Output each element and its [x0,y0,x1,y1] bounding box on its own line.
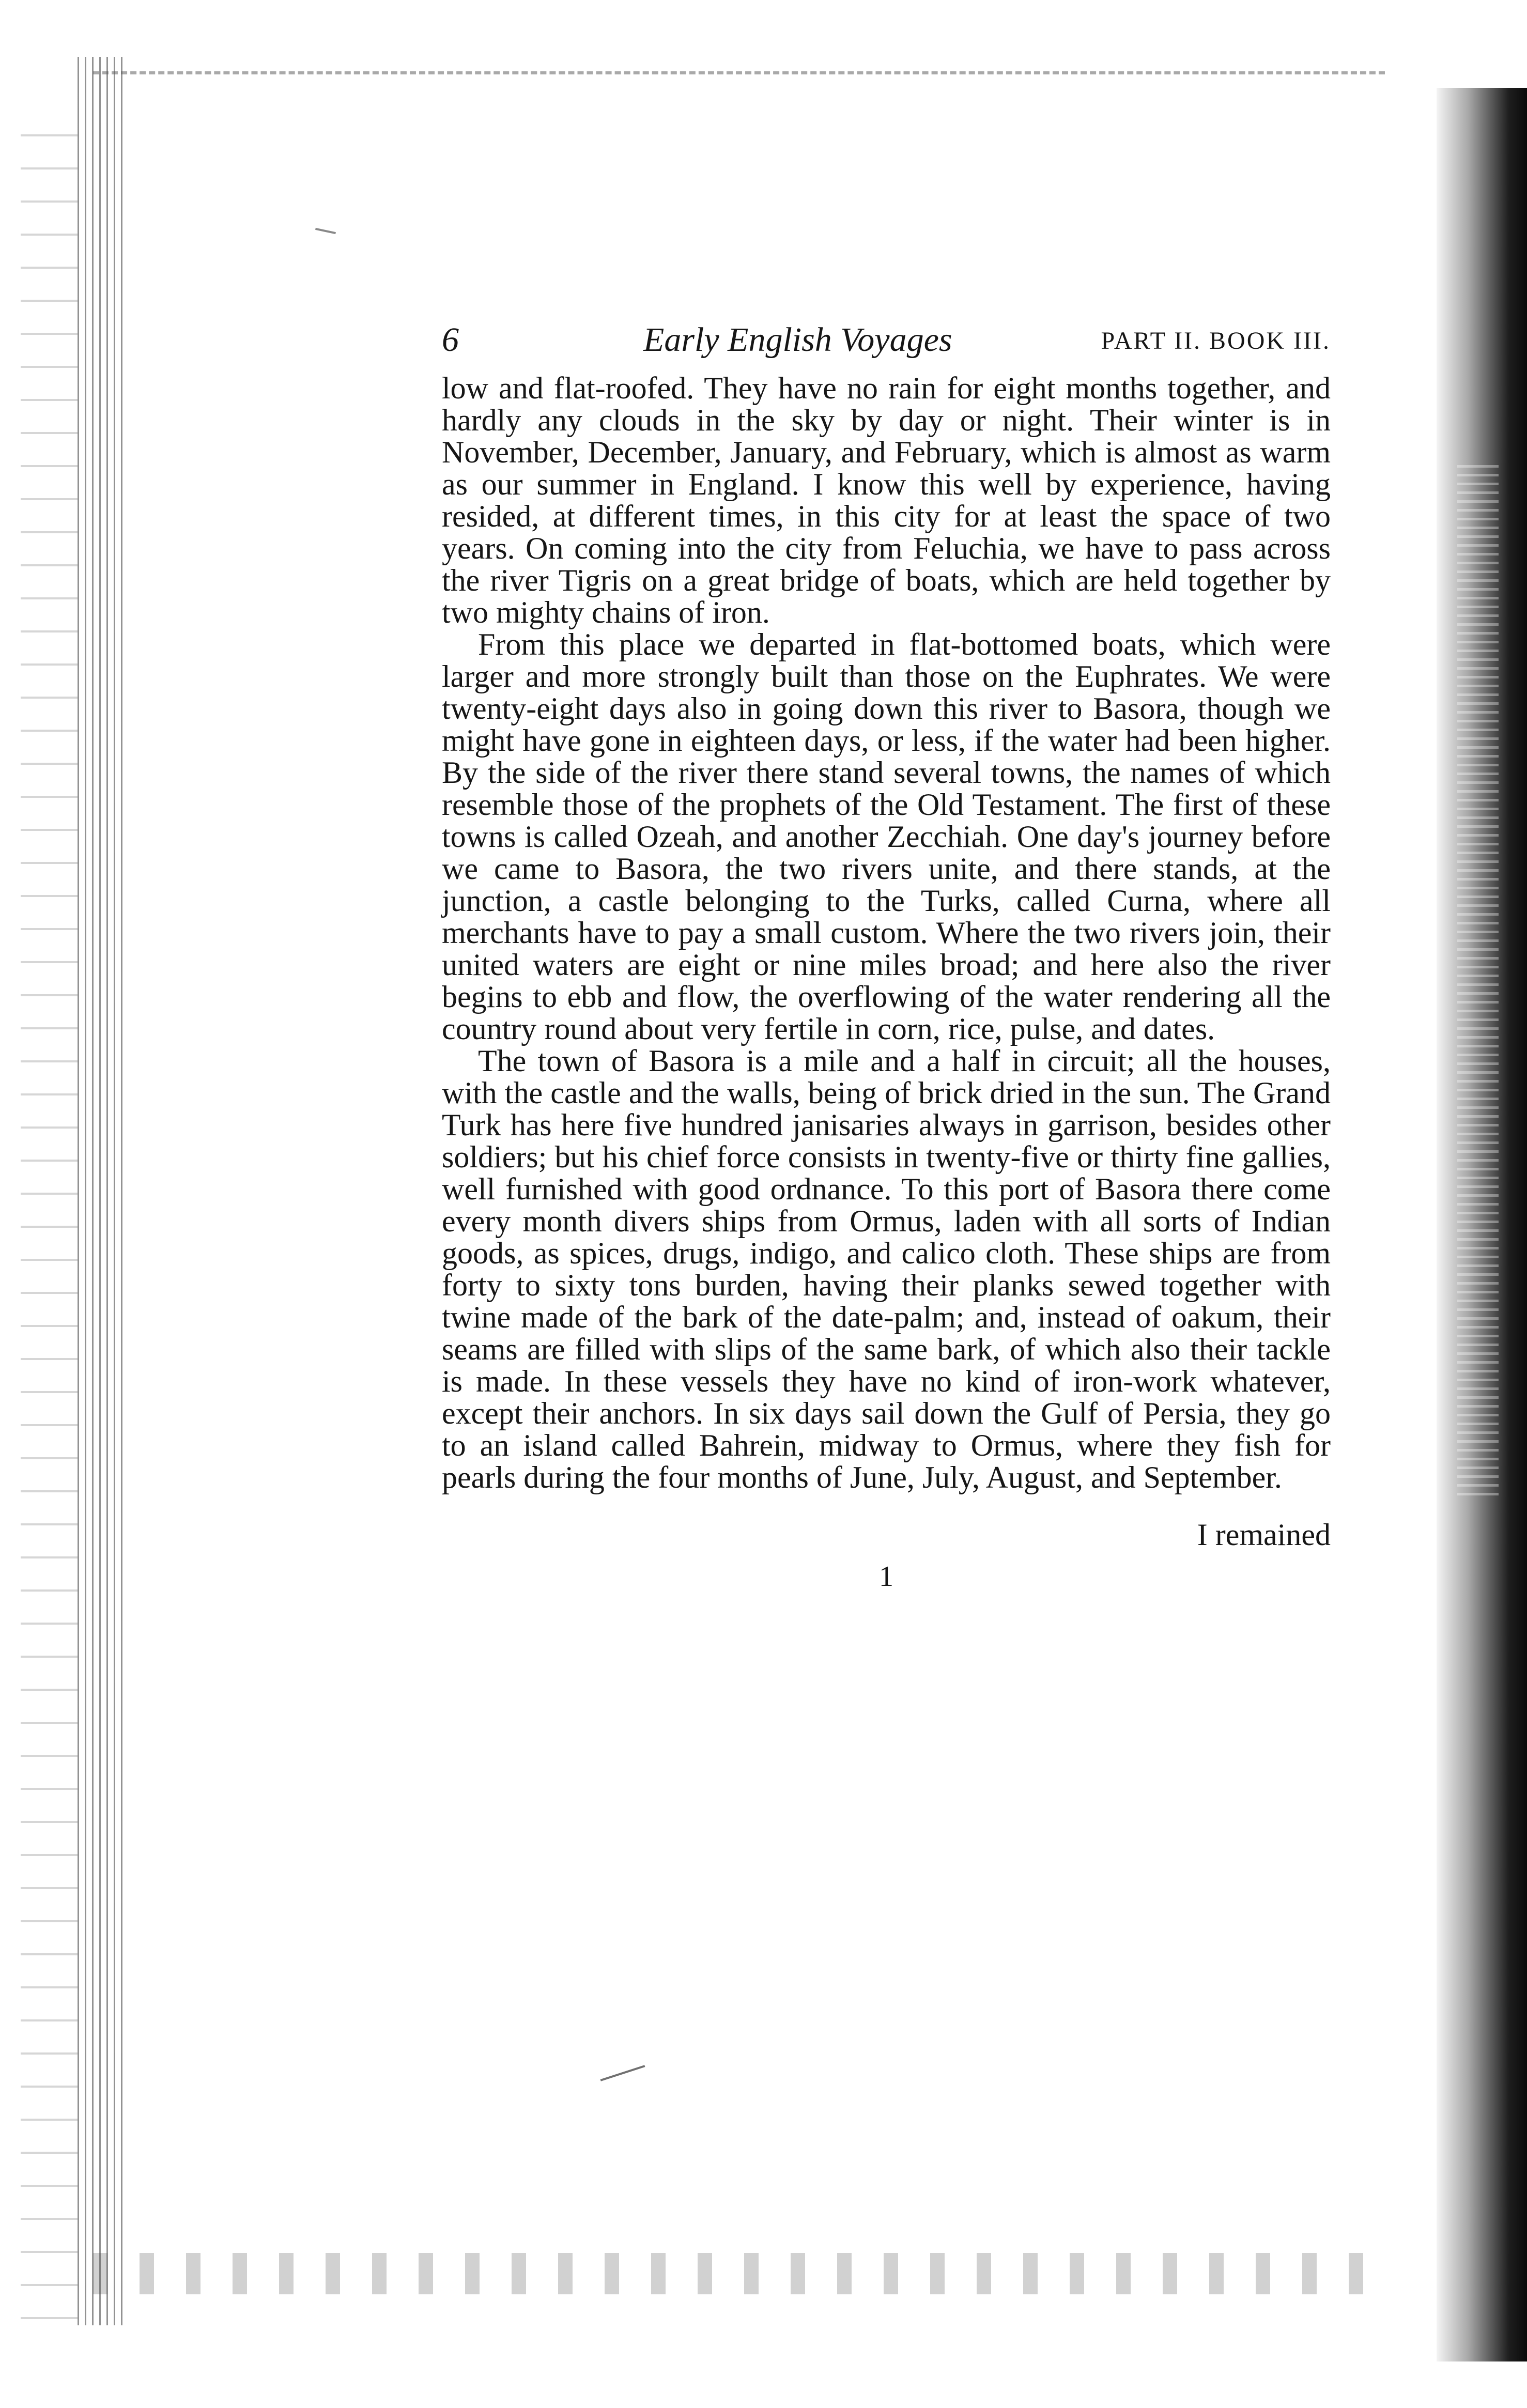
binding-shadow [78,57,127,2325]
top-edge-rule [93,71,1385,74]
text-body [442,372,1331,1493]
paragraph-2: From this place we departed in flat-bottomed boats, which were larger and more strongly built than those on the Euphrates. We were twenty-eight days also in going down this river to Basora, though we might have gone in eighteen days, or less, if the water had been higher. By the side of the river there stand several towns, the names of which resemble those of the prophets of the Old Testament. The first of these towns is called Ozeah, and another Zecchiah. One day's journey before we came to Basora, the two rivers unite, and there stands, at the junction, a castle belonging to the Turks, called Curna, where all merchants have to pay a small custom. Where the two rivers join, their united waters are eight or nine miles broad; and here also the river begins to ebb and flow, the overflowing of the water rendering all the country round about very fertile in corn, rice, pulse, and dates. [442,627,1331,1046]
catchword: I remained [1197,1518,1331,1552]
book-page [442,320,1331,1593]
left-margin-specks [21,103,78,2325]
paragraph-3: The town of Basora is a mile and a half in circuit; all the houses, with the castle and the walls, being of brick dried in the sun. The Grand Turk has here five hundred janisaries always in garrison, besides other soldiers; but his chief force consists in twenty-five or thirty fine gallies, well furnished with good ordnance. To this port of Basora there come every month divers ships from Ormus, laden with all sorts of Indian goods, as spices, drugs, indigo, and calico cloth. These ships are from forty to sixty tons burden, having their planks sewed together with twine made of the bark of the date-palm; and, instead of oakum, their seams are filled with slips of the same bark, of which also their tackle is made. In these vessels they have no kind of iron-work whatever, except their anchors. In six days sail down the Gulf of Persia, they go to an island called Bahrein, midway to Ormus, where they fish for pearls during the four months of June, July, August, and September. [442,1044,1331,1494]
signature-mark: 1 [879,1561,893,1593]
pencil-mark [600,2065,645,2081]
bottom-margin-specks [93,2253,1395,2294]
running-title: Early English Voyages [643,321,952,359]
right-edge-speckle [1457,465,1499,1499]
stray-tick-mark [315,228,336,234]
page-number: 6 [442,321,459,359]
paragraph-1: low and flat-roofed. They have no rain for eight months together, and hardly any clouds in the sky by day or night. Their winter is in November, December, January, and February, which is almost as warm as our summer in England. I know this well by experience, having resided, at different times, in this city for at least the space of two years. On coming into the city from Feluchia, we have to pass across the river Tigris on a great bridge of boats, which are held together by two mighty chains of iron. [442,371,1331,629]
running-head [442,320,1331,372]
part-book-heading: PART II. BOOK III. [1101,327,1331,354]
